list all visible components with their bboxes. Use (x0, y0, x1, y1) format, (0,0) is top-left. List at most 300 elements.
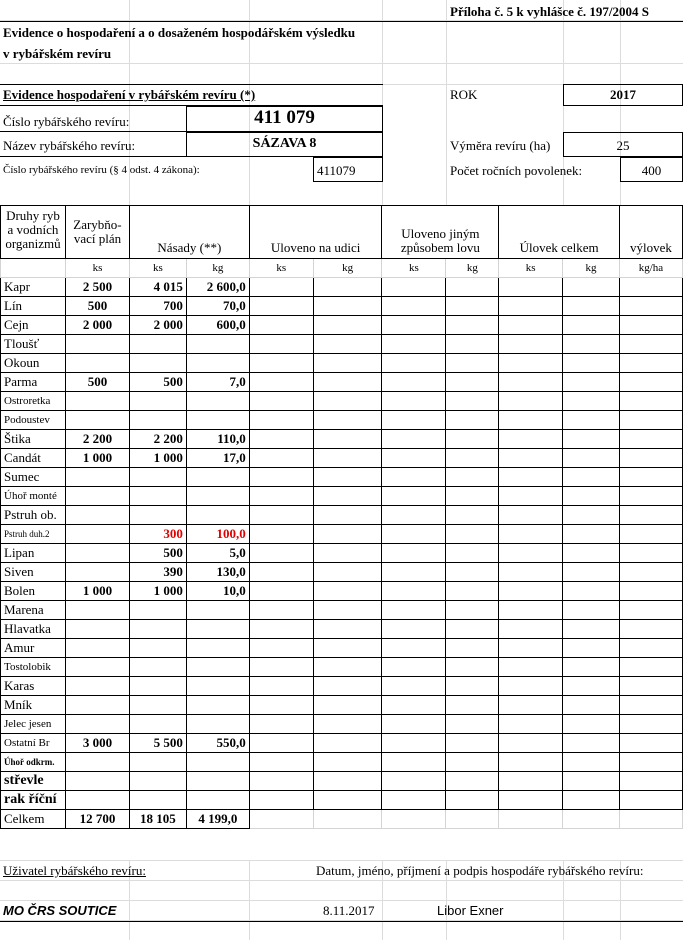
plan-value (65, 639, 129, 658)
unit-cell: kg (446, 259, 499, 278)
catch-cell (313, 715, 382, 734)
total-label: Celkem (1, 810, 66, 829)
nasady-kg-value (186, 772, 249, 791)
catch-cell (446, 468, 499, 487)
catch-cell (249, 525, 313, 544)
nasady-kg-value (186, 658, 249, 677)
catch-cell (382, 639, 446, 658)
catch-cell (563, 601, 620, 620)
catch-cell (499, 468, 563, 487)
catch-cell (499, 734, 563, 753)
units-cell-empty (1, 259, 66, 278)
catch-cell (382, 335, 446, 354)
cislo-value: 411 079 (254, 107, 315, 128)
species-name: Tloušť (1, 335, 66, 354)
catch-cell (563, 791, 620, 810)
catch-cell (619, 696, 682, 715)
plan-value (65, 696, 129, 715)
cislo-label-underline (0, 106, 186, 132)
ulov-jinym-label: Uloveno jiným způsobem lovu (400, 226, 480, 255)
catch-cell (499, 506, 563, 525)
catch-cell (382, 715, 446, 734)
catch-cell (563, 715, 620, 734)
catch-cell (382, 791, 446, 810)
catch-cell (382, 449, 446, 468)
nasady-ks-value (129, 620, 186, 639)
table-row (1, 297, 683, 316)
species-name: Parma (1, 373, 66, 392)
table-row (1, 734, 683, 753)
catch-cell (446, 791, 499, 810)
plan-value (65, 335, 129, 354)
catch-cell (446, 373, 499, 392)
table-row (1, 354, 683, 373)
catch-cell (446, 354, 499, 373)
species-name: Hlavatka (1, 620, 66, 639)
nasady-ks-value: 500 (129, 373, 186, 392)
nasady-ks-value (129, 411, 186, 430)
nasady-ks-value (129, 772, 186, 791)
col-ulov-jinym-header (382, 206, 499, 259)
catch-cell (446, 316, 499, 335)
catch-cell (313, 278, 382, 297)
nasady-ks-value: 5 500 (129, 734, 186, 753)
catch-cell (446, 734, 499, 753)
catch-cell (313, 506, 382, 525)
catch-cell (382, 677, 446, 696)
nasady-kg-value (186, 601, 249, 620)
species-name: Tostolobik (1, 658, 66, 677)
unit-cell: kg (313, 259, 382, 278)
catch-cell (619, 411, 682, 430)
nasady-kg-value: 600,0 (186, 316, 249, 335)
catch-cell (619, 430, 682, 449)
plan-value (65, 677, 129, 696)
povolenek-label: Počet ročních povolenek: (450, 163, 583, 178)
plan-value: 500 (65, 373, 129, 392)
rok-label: ROK (450, 87, 478, 102)
catch-cell (382, 696, 446, 715)
catch-cell (382, 487, 446, 506)
catch-cell (382, 392, 446, 411)
nasady-kg-value: 550,0 (186, 734, 249, 753)
nasady-ks-value (129, 392, 186, 411)
catch-cell (563, 411, 620, 430)
catch-cell (249, 544, 313, 563)
col-ulovek-celkem-header (499, 206, 620, 259)
catch-cell (563, 639, 620, 658)
species-name: Sumec (1, 468, 66, 487)
catch-cell (563, 810, 620, 829)
nasady-kg-value (186, 354, 249, 373)
plan-value (65, 468, 129, 487)
catch-cell (313, 601, 382, 620)
species-name: Podoustev (1, 411, 66, 430)
catch-cell (499, 810, 563, 829)
catch-cell (382, 354, 446, 373)
catch-cell (619, 316, 682, 335)
catch-cell (563, 753, 620, 772)
table-row (1, 525, 683, 544)
catch-cell (619, 601, 682, 620)
plan-value (65, 791, 129, 810)
nasady-kg-value (186, 715, 249, 734)
catch-cell (446, 525, 499, 544)
nasady-kg-value: 7,0 (186, 373, 249, 392)
catch-cell (249, 715, 313, 734)
catch-cell (313, 620, 382, 639)
catch-cell (313, 487, 382, 506)
catch-cell (563, 734, 620, 753)
catch-cell (446, 639, 499, 658)
catch-cell (249, 411, 313, 430)
nasady-ks-value: 2 000 (129, 316, 186, 335)
nasady-kg-value: 10,0 (186, 582, 249, 601)
catch-cell (313, 411, 382, 430)
catch-cell (619, 373, 682, 392)
cislo-label: Číslo rybářského revíru: (3, 114, 130, 129)
catch-cell (382, 544, 446, 563)
catch-cell (563, 449, 620, 468)
catch-cell (249, 449, 313, 468)
catch-cell (382, 525, 446, 544)
catch-cell (563, 373, 620, 392)
catch-cell (382, 772, 446, 791)
unit-cell: ks (249, 259, 313, 278)
table-row (1, 373, 683, 392)
druhy-label: Druhy ryb a vodních organizmů (5, 208, 61, 251)
catch-cell (382, 373, 446, 392)
ulovek-celkem-label: Úlovek celkem (519, 240, 599, 255)
species-name: Siven (1, 563, 66, 582)
catch-cell (313, 316, 382, 335)
nasady-kg-value: 17,0 (186, 449, 249, 468)
catch-cell (249, 297, 313, 316)
nasady-ks-value: 2 200 (129, 430, 186, 449)
catch-cell (563, 658, 620, 677)
catch-cell (313, 677, 382, 696)
nasady-kg-value (186, 791, 249, 810)
catch-cell (563, 278, 620, 297)
catch-cell (619, 449, 682, 468)
catch-cell (563, 677, 620, 696)
catch-cell (499, 544, 563, 563)
catch-cell (446, 278, 499, 297)
catch-cell (249, 468, 313, 487)
vymera-value: 25 (616, 138, 630, 153)
table-row (1, 753, 683, 772)
catch-cell (563, 297, 620, 316)
catch-cell (446, 335, 499, 354)
catch-cell (382, 734, 446, 753)
catch-cell (619, 506, 682, 525)
plan-value (65, 354, 129, 373)
catch-cell (563, 354, 620, 373)
nasady-ks-value (129, 506, 186, 525)
catch-cell (249, 392, 313, 411)
catch-cell (563, 772, 620, 791)
catch-cell (446, 677, 499, 696)
table-row (1, 582, 683, 601)
species-name: Okoun (1, 354, 66, 373)
catch-cell (382, 620, 446, 639)
plan-value: 2 000 (65, 316, 129, 335)
catch-cell (563, 506, 620, 525)
povolenek-value: 400 (641, 163, 662, 178)
catch-cell (563, 544, 620, 563)
catch-cell (446, 601, 499, 620)
table-row (1, 677, 683, 696)
col-ulov-udici-header (249, 206, 382, 259)
catch-cell (563, 316, 620, 335)
catch-cell (313, 468, 382, 487)
col-druhy-header (1, 206, 66, 259)
section-label: Evidence hospodaření v rybářském revíru (*) (3, 87, 256, 102)
catch-cell (446, 753, 499, 772)
catch-cell (313, 544, 382, 563)
nasady-ks-value (129, 601, 186, 620)
catch-cell (619, 753, 682, 772)
nasady-ks-value (129, 791, 186, 810)
catch-cell (446, 620, 499, 639)
catch-cell (382, 297, 446, 316)
catch-cell (563, 525, 620, 544)
catch-cell (619, 734, 682, 753)
catch-cell (619, 563, 682, 582)
species-name: Úhoř odkrm. (1, 753, 66, 772)
plan-value (65, 563, 129, 582)
catch-cell (499, 487, 563, 506)
col-zarybnovaci-header (65, 206, 129, 259)
catch-cell (249, 354, 313, 373)
catch-cell (499, 449, 563, 468)
catch-cell (249, 316, 313, 335)
table-row (1, 715, 683, 734)
catch-cell (619, 810, 682, 829)
footer-rule (0, 921, 683, 922)
catch-cell (619, 354, 682, 373)
species-name: Kapr (1, 278, 66, 297)
catch-cell (249, 677, 313, 696)
catch-cell (499, 791, 563, 810)
catch-cell (563, 563, 620, 582)
table-row (1, 487, 683, 506)
nasady-ks-value (129, 639, 186, 658)
catch-cell (499, 696, 563, 715)
catch-cell (499, 392, 563, 411)
plan-value: 3 000 (65, 734, 129, 753)
catch-cell (249, 506, 313, 525)
catch-cell (619, 620, 682, 639)
nasady-kg-value (186, 506, 249, 525)
catch-cell (499, 677, 563, 696)
catch-cell (446, 658, 499, 677)
catch-cell (499, 620, 563, 639)
catch-cell (382, 753, 446, 772)
nasady-kg-value (186, 411, 249, 430)
catch-cell (499, 715, 563, 734)
catch-cell (499, 411, 563, 430)
header-rule (0, 21, 683, 22)
catch-cell (619, 487, 682, 506)
catch-cell (619, 335, 682, 354)
catch-cell (619, 639, 682, 658)
jmeno-value: Libor Exner (437, 903, 504, 918)
catch-cell (619, 468, 682, 487)
catch-cell (382, 316, 446, 335)
nasady-kg-value: 2 600,0 (186, 278, 249, 297)
catch-cell (499, 316, 563, 335)
nasady-kg-value: 4 199,0 (186, 810, 249, 829)
catch-cell (249, 753, 313, 772)
species-name: Štika (1, 430, 66, 449)
plan-value (65, 715, 129, 734)
catch-cell (446, 563, 499, 582)
nasady-ks-value (129, 696, 186, 715)
cislo-zakon-value: 411079 (317, 163, 356, 178)
catch-cell (313, 753, 382, 772)
catch-cell (249, 810, 313, 829)
species-name: Amur (1, 639, 66, 658)
nasady-ks-value (129, 753, 186, 772)
catch-cell (382, 468, 446, 487)
species-name: Ostroretka (1, 392, 66, 411)
catch-cell (446, 430, 499, 449)
catch-cell (382, 506, 446, 525)
table-row (1, 449, 683, 468)
nasady-ks-value (129, 335, 186, 354)
datum-value: 8.11.2017 (323, 903, 375, 918)
plan-value (65, 601, 129, 620)
nasady-ks-value: 18 105 (129, 810, 186, 829)
catch-cell (249, 620, 313, 639)
species-name: Candát (1, 449, 66, 468)
catch-cell (446, 297, 499, 316)
table-row (1, 335, 683, 354)
table-row (1, 791, 683, 810)
table-row (1, 639, 683, 658)
catch-cell (249, 601, 313, 620)
nasady-kg-value (186, 620, 249, 639)
catch-cell (499, 639, 563, 658)
species-name: Mník (1, 696, 66, 715)
plan-value (65, 506, 129, 525)
unit-cell: kg/ha (619, 259, 682, 278)
col-nasady-header (129, 206, 249, 259)
catch-cell (382, 278, 446, 297)
nasady-kg-value: 100,0 (186, 525, 249, 544)
nasady-kg-value (186, 468, 249, 487)
catch-cell (499, 335, 563, 354)
plan-value (65, 525, 129, 544)
unit-cell: ks (65, 259, 129, 278)
catch-cell (249, 582, 313, 601)
catch-cell (619, 582, 682, 601)
table-row (1, 563, 683, 582)
nasady-ks-value: 700 (129, 297, 186, 316)
datum-label: Datum, jméno, příjmení a podpis hospodáře rybářského revíru: (316, 863, 644, 878)
fish-records-table (0, 205, 683, 829)
plan-value: 12 700 (65, 810, 129, 829)
catch-cell (249, 430, 313, 449)
nasady-kg-value: 130,0 (186, 563, 249, 582)
nasady-kg-value (186, 335, 249, 354)
nasady-kg-value (186, 753, 249, 772)
catch-cell (313, 392, 382, 411)
unit-cell: kg (186, 259, 249, 278)
unit-cell: ks (129, 259, 186, 278)
catch-cell (499, 658, 563, 677)
species-name: Pstruh duh.2 (1, 525, 66, 544)
cislo-zakon-label: Číslo rybářského revíru (§ 4 odst. 4 zákona): (3, 164, 200, 176)
catch-cell (249, 373, 313, 392)
table-row (1, 506, 683, 525)
catch-cell (446, 772, 499, 791)
table-row (1, 544, 683, 563)
catch-cell (249, 696, 313, 715)
table-row (1, 658, 683, 677)
catch-cell (619, 715, 682, 734)
plan-value: 1 000 (65, 449, 129, 468)
uzivatel-value: MO ČRS SOUTICE (3, 903, 117, 918)
catch-cell (249, 639, 313, 658)
catch-cell (619, 297, 682, 316)
catch-cell (446, 810, 499, 829)
document-subtitle: v rybářském revíru (3, 46, 112, 61)
catch-cell (382, 563, 446, 582)
catch-cell (313, 354, 382, 373)
ulov-udici-label: Uloveno na udici (270, 240, 361, 255)
catch-cell (446, 506, 499, 525)
vymera-label: Výměra revíru (ha) (450, 138, 551, 153)
catch-cell (249, 278, 313, 297)
catch-cell (499, 525, 563, 544)
catch-cell (619, 658, 682, 677)
catch-cell (563, 392, 620, 411)
catch-cell (563, 468, 620, 487)
catch-cell (249, 487, 313, 506)
species-name: Cejn (1, 316, 66, 335)
catch-cell (446, 411, 499, 430)
catch-cell (563, 696, 620, 715)
nazev-label: Název rybářského revíru: (3, 138, 136, 153)
catch-cell (382, 411, 446, 430)
table-row (1, 696, 683, 715)
catch-cell (313, 430, 382, 449)
catch-cell (499, 373, 563, 392)
nasady-ks-value: 1 000 (129, 449, 186, 468)
catch-cell (382, 582, 446, 601)
catch-cell (313, 696, 382, 715)
plan-value (65, 620, 129, 639)
plan-value (65, 487, 129, 506)
catch-cell (249, 335, 313, 354)
species-name: Bolen (1, 582, 66, 601)
catch-cell (313, 772, 382, 791)
species-name: Lín (1, 297, 66, 316)
nasady-ks-value (129, 354, 186, 373)
catch-cell (446, 392, 499, 411)
units-row (1, 259, 683, 278)
nasady-ks-value (129, 487, 186, 506)
plan-value: 2 500 (65, 278, 129, 297)
catch-cell (249, 563, 313, 582)
catch-cell (446, 696, 499, 715)
table-row (1, 430, 683, 449)
table-row (1, 392, 683, 411)
catch-cell (249, 658, 313, 677)
nasady-ks-value: 1 000 (129, 582, 186, 601)
